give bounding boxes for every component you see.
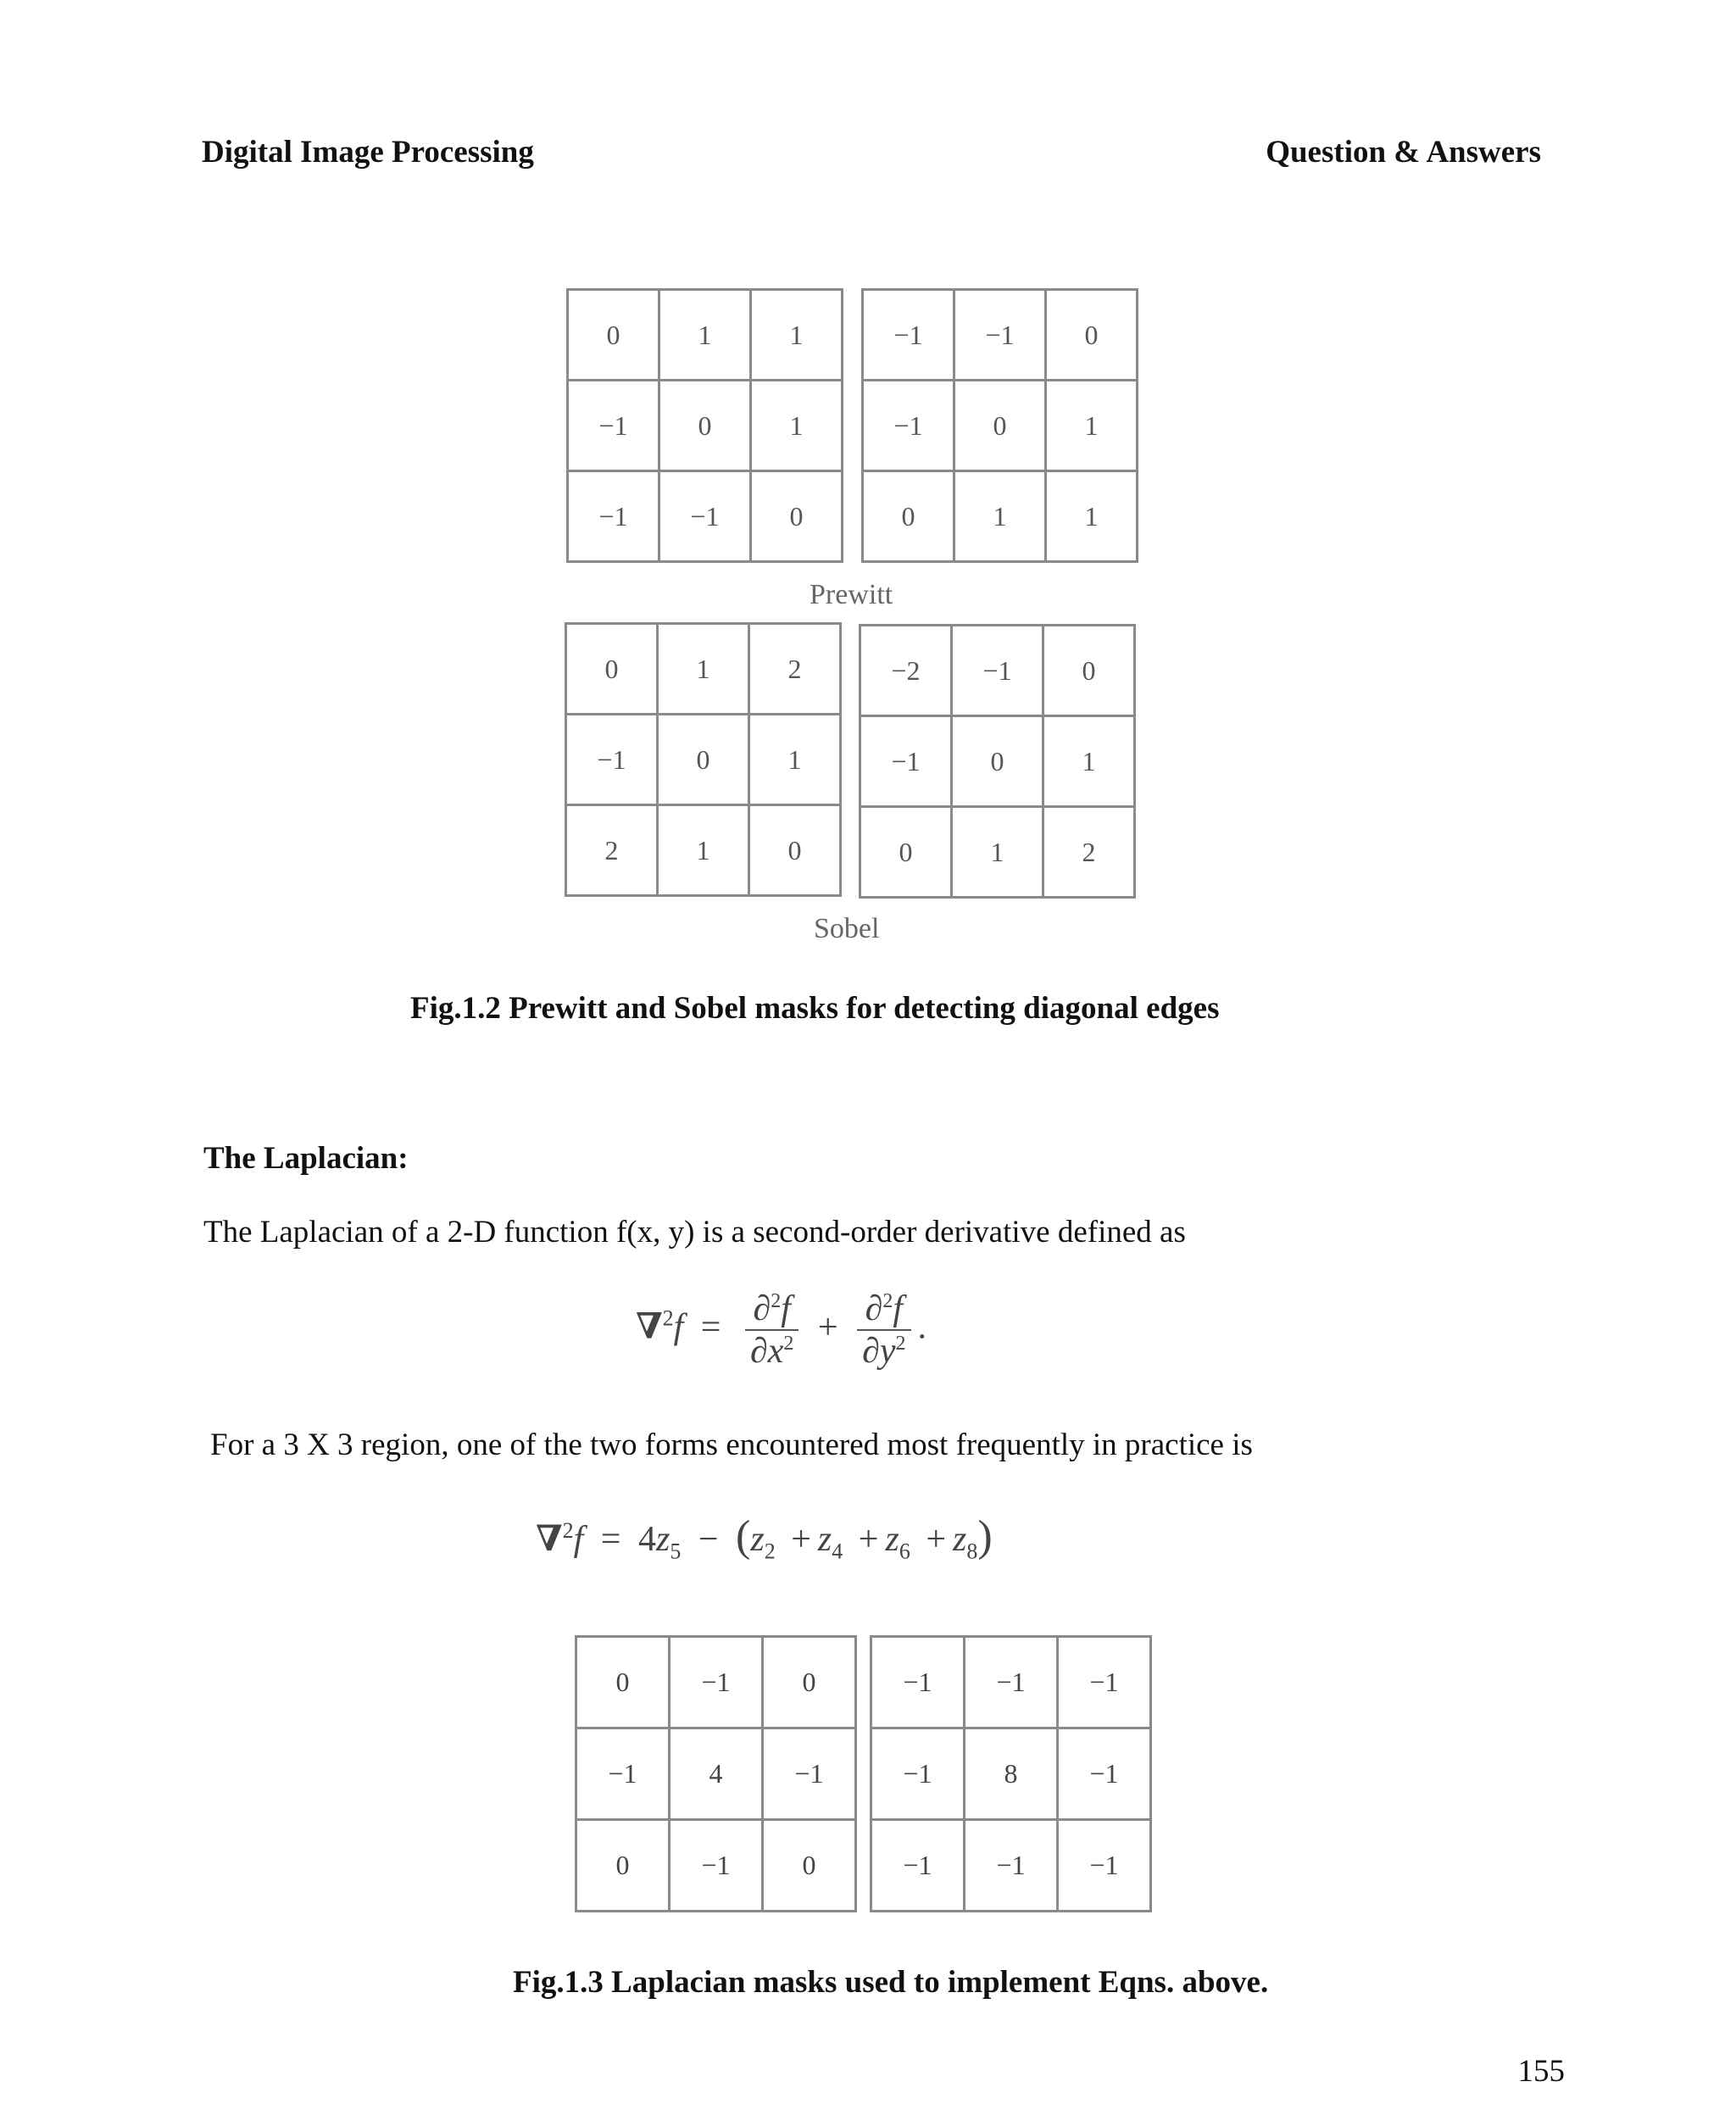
- mask-cell: −1: [566, 715, 658, 805]
- sobel-label: Sobel: [814, 913, 880, 944]
- laplacian-definition-equation: ∇$^2$f = $\frac{\partial^2f}{\partial x^2}$ + $\frac{\partial^2f}{\partial y^2}$ .: [636, 1289, 927, 1371]
- page-number: 155: [1517, 2054, 1565, 2089]
- mask-cell: 0: [751, 471, 843, 562]
- sobel-mask-right: [859, 624, 1136, 899]
- mask-cell: 0: [863, 471, 954, 562]
- running-header-left: Digital Image Processing: [202, 135, 534, 170]
- mask-cell: −1: [863, 381, 954, 471]
- mask-cell: 1: [954, 471, 1046, 562]
- mask-cell: 0: [566, 624, 658, 715]
- mask-cell: −1: [954, 290, 1046, 381]
- prewitt-mask-left: [566, 288, 843, 563]
- figure-1-3-caption: Fig.1.3 Laplacian masks used to implement Eqns. above.: [513, 1965, 1269, 2000]
- mask-cell: −1: [763, 1728, 856, 1820]
- mask-cell: −1: [659, 471, 751, 562]
- mask-cell: 2: [1043, 807, 1135, 898]
- mask-cell: 0: [568, 290, 659, 381]
- mask-cell: 8: [965, 1728, 1058, 1820]
- mask-cell: −1: [871, 1728, 965, 1820]
- mask-cell: 0: [749, 805, 841, 896]
- mask-cell: 0: [659, 381, 751, 471]
- laplacian-heading: The Laplacian:: [203, 1141, 409, 1176]
- mask-cell: −1: [568, 381, 659, 471]
- mask-cell: −1: [670, 1637, 763, 1728]
- mask-cell: −1: [871, 1820, 965, 1912]
- region-text: For a 3 X 3 region, one of the two forms encountered most frequently in practice is: [210, 1428, 1253, 1462]
- mask-cell: −1: [952, 626, 1043, 716]
- laplacian-discrete-equation: $\nabla^2f = 4z_5 - (z_2 + z_4 + z_6 + z_8)$: [536, 1512, 993, 1564]
- mask-cell: −1: [965, 1820, 1058, 1912]
- mask-cell: −1: [965, 1637, 1058, 1728]
- mask-cell: 1: [751, 290, 843, 381]
- mask-cell: 0: [954, 381, 1046, 471]
- mask-cell: 0: [576, 1820, 670, 1912]
- mask-cell: −1: [1058, 1637, 1151, 1728]
- mask-cell: −1: [670, 1820, 763, 1912]
- mask-cell: 0: [763, 1820, 856, 1912]
- mask-cell: 1: [658, 805, 749, 896]
- laplacian-mask-4-neighbor: [575, 1635, 857, 1912]
- mask-cell: 1: [749, 715, 841, 805]
- mask-cell: 1: [751, 381, 843, 471]
- mask-cell: 0: [860, 807, 952, 898]
- mask-cell: −1: [863, 290, 954, 381]
- mask-cell: 4: [670, 1728, 763, 1820]
- sobel-mask-left: [565, 622, 842, 897]
- mask-cell: −2: [860, 626, 952, 716]
- mask-cell: 1: [658, 624, 749, 715]
- mask-cell: 0: [576, 1637, 670, 1728]
- mask-cell: −1: [1058, 1728, 1151, 1820]
- mask-cell: 0: [1046, 290, 1138, 381]
- prewitt-mask-right: [861, 288, 1138, 563]
- prewitt-label: Prewitt: [810, 579, 893, 610]
- mask-cell: 0: [952, 716, 1043, 807]
- mask-cell: 2: [566, 805, 658, 896]
- mask-cell: 0: [1043, 626, 1135, 716]
- mask-cell: 1: [1046, 381, 1138, 471]
- mask-cell: 1: [1046, 471, 1138, 562]
- figure-1-2-caption: Fig.1.2 Prewitt and Sobel masks for detecting diagonal edges: [410, 991, 1220, 1026]
- mask-cell: 1: [952, 807, 1043, 898]
- mask-cell: −1: [1058, 1820, 1151, 1912]
- laplacian-intro-text: The Laplacian of a 2-D function f(x, y) is a second-order derivative defined as: [203, 1215, 1186, 1250]
- mask-cell: 0: [763, 1637, 856, 1728]
- running-header-right: Question & Answers: [1266, 135, 1541, 170]
- mask-cell: 2: [749, 624, 841, 715]
- mask-cell: −1: [860, 716, 952, 807]
- mask-cell: −1: [568, 471, 659, 562]
- mask-cell: 0: [658, 715, 749, 805]
- laplacian-mask-8-neighbor: [870, 1635, 1152, 1912]
- mask-cell: 1: [659, 290, 751, 381]
- mask-cell: −1: [576, 1728, 670, 1820]
- mask-cell: 1: [1043, 716, 1135, 807]
- mask-cell: −1: [871, 1637, 965, 1728]
